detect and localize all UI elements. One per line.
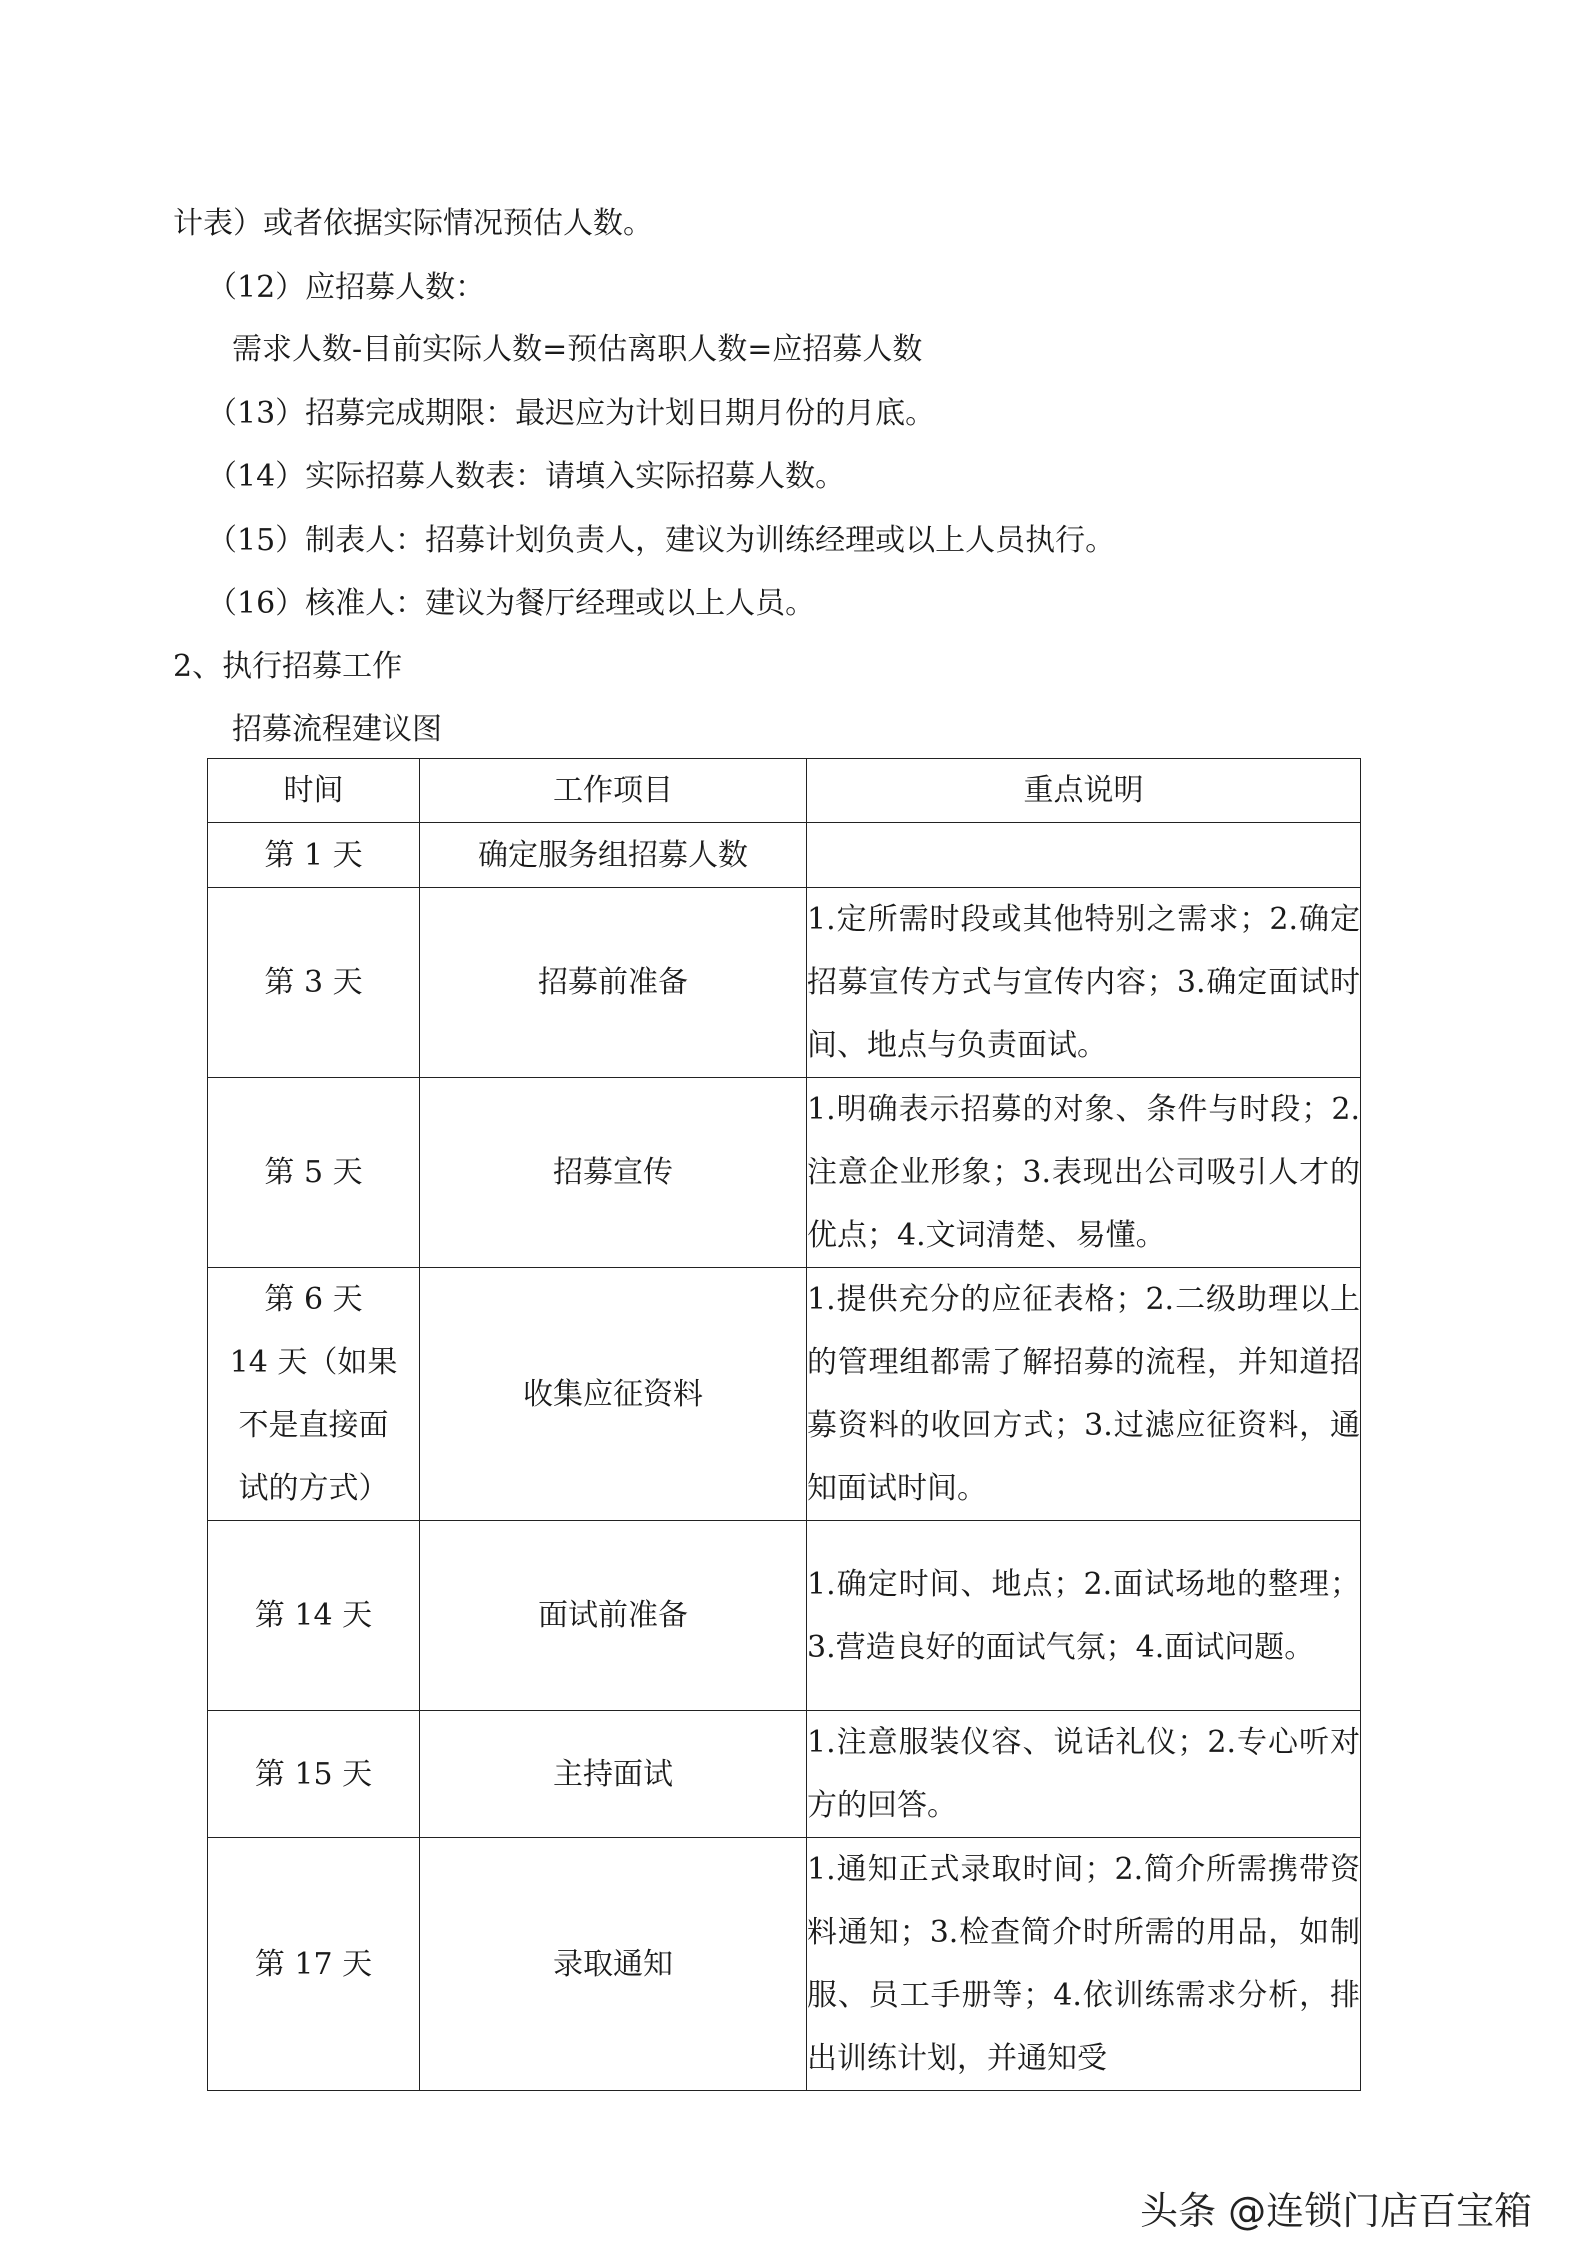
- note-cell: 1.确定时间、地点；2.面试场地的整理；3.营造良好的面试气氛；4.面试问题。: [807, 1521, 1361, 1711]
- item-cell: 确定服务组招募人数: [420, 823, 807, 888]
- note-cell: 1.明确表示招募的对象、条件与时段；2.注意企业形象；3.表现出公司吸引人才的优点；4.文词清楚、易懂。: [807, 1078, 1361, 1268]
- header-item: 工作项目: [420, 759, 807, 823]
- item-15: （15）制表人：招募计划负责人，建议为训练经理或以上人员执行。: [207, 523, 1116, 558]
- table-row: [208, 888, 1361, 1078]
- item-cell: 招募宣传: [420, 1078, 807, 1268]
- table-caption: 招募流程建议图: [232, 712, 442, 747]
- time-line: 第 6 天: [264, 1282, 363, 1317]
- time-cell: [208, 823, 420, 888]
- note-cell: 1.提供充分的应征表格；2.二级助理以上的管理组都需了解招募的流程，并知道招募资料的收回方式；3.过滤应征资料，通知面试时间。: [807, 1268, 1361, 1521]
- note-cell: 1.注意服装仪容、说话礼仪；2.专心听对方的回答。: [807, 1711, 1361, 1838]
- time-cell: [208, 1838, 420, 2091]
- item-14: （14）实际招募人数表：请填入实际招募人数。: [207, 459, 846, 494]
- note-cell: [807, 823, 1361, 888]
- time-cell: [208, 1521, 420, 1711]
- section-heading: 2、执行招募工作: [173, 649, 403, 684]
- note-cell: 1.定所需时段或其他特别之需求；2.确定招募宣传方式与宣传内容；3.确定面试时间、地点与负责面试。: [807, 888, 1361, 1078]
- item-13: （13）招募完成期限：最迟应为计划日期月份的月底。: [207, 396, 936, 431]
- item-cell: 录取通知: [420, 1838, 807, 2091]
- time-line: 第 1 天: [264, 837, 363, 873]
- recruitment-flow-table: [207, 758, 1361, 2091]
- item-cell: 招募前准备: [420, 888, 807, 1078]
- time-line: 第 5 天: [264, 1155, 363, 1190]
- table-row: [208, 1711, 1361, 1838]
- time-line: 第 3 天: [264, 965, 363, 1000]
- time-line: 第 15 天: [254, 1756, 373, 1792]
- table-row: [208, 1838, 1361, 2091]
- time-line: 试的方式）: [238, 1471, 389, 1506]
- item-cell: 面试前准备: [420, 1521, 807, 1711]
- time-line: 14 天（如果: [229, 1345, 398, 1380]
- watermark-label: 头条 @连锁门店百宝箱: [1140, 2189, 1533, 2233]
- item-12-heading: （12）应招募人数：: [207, 270, 486, 305]
- time-cell: [208, 1078, 420, 1268]
- table-row: [208, 1268, 1361, 1521]
- table-row: [208, 1521, 1361, 1711]
- header-note: 重点说明: [807, 759, 1361, 823]
- item-cell: 主持面试: [420, 1711, 807, 1838]
- table-row: [208, 823, 1361, 888]
- time-line: 第 14 天: [254, 1598, 373, 1633]
- time-line: 第 17 天: [254, 1946, 373, 1982]
- table-header-row: [208, 759, 1361, 823]
- note-cell: 1.通知正式录取时间；2.简介所需携带资料通知；3.检查简介时所需的用品，如制服、员工手册等；4.依训练需求分析，排出训练计划，并通知受: [807, 1838, 1361, 2091]
- item-16: （16）核准人：建议为餐厅经理或以上人员。: [207, 586, 816, 621]
- item-cell: 收集应征资料: [420, 1268, 807, 1521]
- table-row: [208, 1078, 1361, 1268]
- paragraph-continuation: 计表）或者依据实际情况预估人数。: [173, 206, 653, 241]
- time-cell: [208, 888, 420, 1078]
- time-line: 不是直接面: [238, 1408, 389, 1443]
- header-time: 时间: [208, 759, 420, 823]
- item-12-formula: 需求人数-目前实际人数=预估离职人数=应招募人数: [232, 332, 923, 367]
- time-cell: [208, 1711, 420, 1838]
- time-cell: [208, 1268, 420, 1521]
